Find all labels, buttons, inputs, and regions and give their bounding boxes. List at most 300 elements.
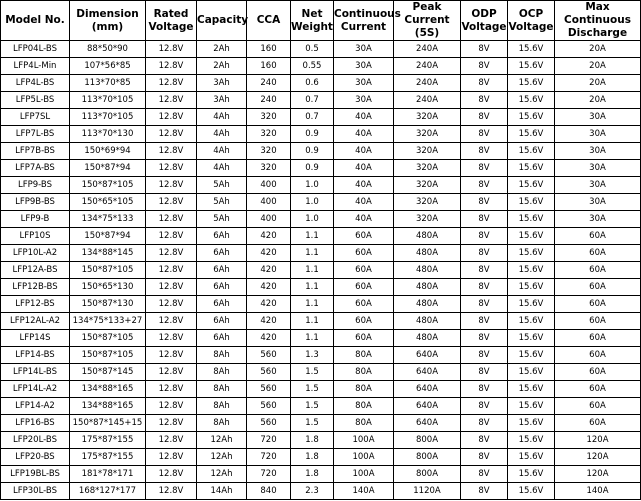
cell-rated-voltage: 12.8V [146, 466, 197, 483]
cell-cca: 720 [247, 449, 291, 466]
cell-odp-voltage: 8V [461, 58, 508, 75]
table-row [1, 398, 641, 415]
cell-model-no: LFP4L-BS [1, 75, 70, 92]
cell-model-no: LFP20L-BS [1, 432, 70, 449]
cell-max-continuous-discharge: 60A [555, 228, 641, 245]
cell-dimension: 150*87*105 [70, 330, 146, 347]
cell-rated-voltage: 12.8V [146, 160, 197, 177]
cell-rated-voltage: 12.8V [146, 313, 197, 330]
cell-model-no: LFP14-BS [1, 347, 70, 364]
header-continuous-current: Continuous Current [334, 1, 394, 41]
cell-rated-voltage: 12.8V [146, 432, 197, 449]
cell-odp-voltage: 8V [461, 466, 508, 483]
cell-ocp-voltage: 15.6V [508, 211, 555, 228]
cell-net-weight: 1.1 [291, 245, 334, 262]
cell-capacity: 3Ah [197, 75, 247, 92]
cell-capacity: 12Ah [197, 466, 247, 483]
cell-max-continuous-discharge: 60A [555, 415, 641, 432]
cell-odp-voltage: 8V [461, 432, 508, 449]
cell-net-weight: 1.1 [291, 262, 334, 279]
table-row [1, 415, 641, 432]
cell-ocp-voltage: 15.6V [508, 109, 555, 126]
cell-odp-voltage: 8V [461, 364, 508, 381]
cell-capacity: 5Ah [197, 194, 247, 211]
cell-rated-voltage: 12.8V [146, 211, 197, 228]
cell-rated-voltage: 12.8V [146, 177, 197, 194]
header-rated-voltage: Rated Voltage [146, 1, 197, 41]
table-row [1, 279, 641, 296]
cell-dimension: 113*70*105 [70, 109, 146, 126]
cell-dimension: 113*70*130 [70, 126, 146, 143]
cell-odp-voltage: 8V [461, 194, 508, 211]
cell-rated-voltage: 12.8V [146, 330, 197, 347]
cell-peak-current: 480A [394, 245, 461, 262]
header-ocp-voltage: OCP Voltage [508, 1, 555, 41]
cell-capacity: 2Ah [197, 41, 247, 58]
cell-odp-voltage: 8V [461, 449, 508, 466]
table-row [1, 347, 641, 364]
cell-dimension: 150*87*145+15 [70, 415, 146, 432]
cell-peak-current: 320A [394, 194, 461, 211]
table-row [1, 432, 641, 449]
cell-continuous-current: 40A [334, 160, 394, 177]
cell-model-no: LFP7L-BS [1, 126, 70, 143]
cell-cca: 320 [247, 126, 291, 143]
cell-continuous-current: 40A [334, 109, 394, 126]
cell-peak-current: 480A [394, 330, 461, 347]
table-body [1, 41, 641, 500]
cell-max-continuous-discharge: 60A [555, 330, 641, 347]
cell-dimension: 150*69*94 [70, 143, 146, 160]
cell-odp-voltage: 8V [461, 347, 508, 364]
cell-continuous-current: 30A [334, 75, 394, 92]
cell-capacity: 4Ah [197, 109, 247, 126]
cell-capacity: 6Ah [197, 245, 247, 262]
cell-odp-voltage: 8V [461, 160, 508, 177]
cell-cca: 160 [247, 41, 291, 58]
cell-net-weight: 1.0 [291, 194, 334, 211]
header-capacity: Capacity [197, 1, 247, 41]
cell-continuous-current: 40A [334, 211, 394, 228]
cell-odp-voltage: 8V [461, 313, 508, 330]
cell-dimension: 150*87*94 [70, 160, 146, 177]
cell-ocp-voltage: 15.6V [508, 194, 555, 211]
cell-capacity: 8Ah [197, 381, 247, 398]
cell-cca: 160 [247, 58, 291, 75]
cell-net-weight: 1.8 [291, 449, 334, 466]
cell-ocp-voltage: 15.6V [508, 228, 555, 245]
cell-net-weight: 1.5 [291, 398, 334, 415]
cell-cca: 400 [247, 211, 291, 228]
cell-cca: 240 [247, 75, 291, 92]
table-row [1, 211, 641, 228]
cell-peak-current: 320A [394, 177, 461, 194]
table-row [1, 126, 641, 143]
cell-net-weight: 0.6 [291, 75, 334, 92]
cell-cca: 720 [247, 432, 291, 449]
cell-rated-voltage: 12.8V [146, 92, 197, 109]
cell-max-continuous-discharge: 60A [555, 262, 641, 279]
cell-dimension: 150*87*94 [70, 228, 146, 245]
cell-ocp-voltage: 15.6V [508, 279, 555, 296]
cell-net-weight: 0.5 [291, 41, 334, 58]
cell-model-no: LFP04L-BS [1, 41, 70, 58]
cell-cca: 320 [247, 109, 291, 126]
cell-dimension: 150*87*105 [70, 177, 146, 194]
cell-ocp-voltage: 15.6V [508, 415, 555, 432]
cell-odp-voltage: 8V [461, 415, 508, 432]
cell-net-weight: 0.7 [291, 109, 334, 126]
cell-peak-current: 480A [394, 279, 461, 296]
cell-cca: 420 [247, 228, 291, 245]
cell-dimension: 150*65*130 [70, 279, 146, 296]
cell-dimension: 113*70*85 [70, 75, 146, 92]
cell-peak-current: 480A [394, 262, 461, 279]
cell-net-weight: 1.0 [291, 177, 334, 194]
cell-rated-voltage: 12.8V [146, 381, 197, 398]
cell-capacity: 2Ah [197, 58, 247, 75]
cell-dimension: 134*88*145 [70, 245, 146, 262]
cell-cca: 420 [247, 313, 291, 330]
cell-model-no: LFP4L-Min [1, 58, 70, 75]
cell-ocp-voltage: 15.6V [508, 126, 555, 143]
cell-model-no: LFP7B-BS [1, 143, 70, 160]
cell-dimension: 88*50*90 [70, 41, 146, 58]
cell-continuous-current: 100A [334, 449, 394, 466]
cell-dimension: 181*78*171 [70, 466, 146, 483]
cell-net-weight: 0.9 [291, 160, 334, 177]
cell-continuous-current: 60A [334, 262, 394, 279]
cell-model-no: LFP12-BS [1, 296, 70, 313]
cell-peak-current: 640A [394, 364, 461, 381]
cell-ocp-voltage: 15.6V [508, 58, 555, 75]
cell-model-no: LFP19BL-BS [1, 466, 70, 483]
table-row [1, 109, 641, 126]
cell-model-no: LFP20-BS [1, 449, 70, 466]
table-row [1, 228, 641, 245]
cell-cca: 420 [247, 296, 291, 313]
cell-cca: 420 [247, 262, 291, 279]
table-row [1, 177, 641, 194]
cell-continuous-current: 60A [334, 296, 394, 313]
cell-continuous-current: 60A [334, 228, 394, 245]
cell-net-weight: 1.5 [291, 364, 334, 381]
cell-max-continuous-discharge: 60A [555, 398, 641, 415]
cell-dimension: 134*88*165 [70, 398, 146, 415]
cell-peak-current: 240A [394, 41, 461, 58]
cell-continuous-current: 60A [334, 245, 394, 262]
cell-odp-voltage: 8V [461, 92, 508, 109]
cell-rated-voltage: 12.8V [146, 41, 197, 58]
cell-model-no: LFP14S [1, 330, 70, 347]
table-row [1, 160, 641, 177]
cell-rated-voltage: 12.8V [146, 143, 197, 160]
cell-dimension: 150*87*105 [70, 262, 146, 279]
cell-ocp-voltage: 15.6V [508, 313, 555, 330]
cell-ocp-voltage: 15.6V [508, 432, 555, 449]
cell-rated-voltage: 12.8V [146, 245, 197, 262]
cell-cca: 560 [247, 415, 291, 432]
cell-max-continuous-discharge: 60A [555, 279, 641, 296]
cell-rated-voltage: 12.8V [146, 109, 197, 126]
cell-ocp-voltage: 15.6V [508, 483, 555, 500]
table-row [1, 58, 641, 75]
cell-continuous-current: 80A [334, 381, 394, 398]
cell-max-continuous-discharge: 60A [555, 347, 641, 364]
cell-cca: 400 [247, 177, 291, 194]
cell-ocp-voltage: 15.6V [508, 262, 555, 279]
cell-peak-current: 1120A [394, 483, 461, 500]
cell-rated-voltage: 12.8V [146, 75, 197, 92]
cell-max-continuous-discharge: 60A [555, 313, 641, 330]
cell-peak-current: 640A [394, 398, 461, 415]
cell-rated-voltage: 12.8V [146, 126, 197, 143]
cell-ocp-voltage: 15.6V [508, 347, 555, 364]
table-row [1, 262, 641, 279]
cell-capacity: 5Ah [197, 211, 247, 228]
cell-model-no: LFP14-A2 [1, 398, 70, 415]
cell-rated-voltage: 12.8V [146, 415, 197, 432]
cell-max-continuous-discharge: 120A [555, 466, 641, 483]
cell-ocp-voltage: 15.6V [508, 177, 555, 194]
cell-model-no: LFP14L-BS [1, 364, 70, 381]
table-row [1, 330, 641, 347]
cell-cca: 400 [247, 194, 291, 211]
cell-rated-voltage: 12.8V [146, 483, 197, 500]
cell-capacity: 14Ah [197, 483, 247, 500]
cell-model-no: LFP30L-BS [1, 483, 70, 500]
cell-continuous-current: 40A [334, 194, 394, 211]
cell-odp-voltage: 8V [461, 279, 508, 296]
cell-model-no: LFP9-BS [1, 177, 70, 194]
cell-model-no: LFP7SL [1, 109, 70, 126]
cell-net-weight: 1.5 [291, 381, 334, 398]
header-max-continuous-discharge: Max Continuous Discharge [555, 1, 641, 41]
cell-dimension: 134*75*133+27 [70, 313, 146, 330]
cell-capacity: 4Ah [197, 126, 247, 143]
cell-rated-voltage: 12.8V [146, 398, 197, 415]
cell-continuous-current: 30A [334, 92, 394, 109]
cell-model-no: LFP10L-A2 [1, 245, 70, 262]
cell-peak-current: 640A [394, 347, 461, 364]
cell-peak-current: 320A [394, 109, 461, 126]
cell-rated-voltage: 12.8V [146, 296, 197, 313]
cell-ocp-voltage: 15.6V [508, 398, 555, 415]
cell-net-weight: 1.0 [291, 211, 334, 228]
cell-ocp-voltage: 15.6V [508, 296, 555, 313]
table-row [1, 245, 641, 262]
cell-odp-voltage: 8V [461, 126, 508, 143]
cell-max-continuous-discharge: 30A [555, 126, 641, 143]
cell-ocp-voltage: 15.6V [508, 245, 555, 262]
cell-model-no: LFP5L-BS [1, 92, 70, 109]
cell-continuous-current: 40A [334, 143, 394, 160]
cell-max-continuous-discharge: 20A [555, 58, 641, 75]
cell-peak-current: 480A [394, 228, 461, 245]
cell-peak-current: 240A [394, 75, 461, 92]
table-row [1, 381, 641, 398]
table-row [1, 313, 641, 330]
cell-net-weight: 2.3 [291, 483, 334, 500]
cell-dimension: 113*70*105 [70, 92, 146, 109]
cell-net-weight: 1.1 [291, 313, 334, 330]
cell-net-weight: 1.3 [291, 347, 334, 364]
cell-continuous-current: 100A [334, 466, 394, 483]
cell-max-continuous-discharge: 120A [555, 432, 641, 449]
table-row [1, 41, 641, 58]
table-row [1, 143, 641, 160]
cell-continuous-current: 60A [334, 313, 394, 330]
table-row [1, 466, 641, 483]
cell-max-continuous-discharge: 30A [555, 211, 641, 228]
cell-dimension: 150*65*105 [70, 194, 146, 211]
cell-capacity: 8Ah [197, 415, 247, 432]
cell-peak-current: 480A [394, 313, 461, 330]
table-row [1, 194, 641, 211]
cell-continuous-current: 140A [334, 483, 394, 500]
cell-capacity: 5Ah [197, 177, 247, 194]
cell-peak-current: 480A [394, 296, 461, 313]
cell-capacity: 6Ah [197, 279, 247, 296]
cell-continuous-current: 80A [334, 415, 394, 432]
cell-odp-voltage: 8V [461, 75, 508, 92]
cell-odp-voltage: 8V [461, 143, 508, 160]
cell-odp-voltage: 8V [461, 296, 508, 313]
cell-odp-voltage: 8V [461, 262, 508, 279]
cell-peak-current: 240A [394, 58, 461, 75]
cell-max-continuous-discharge: 30A [555, 177, 641, 194]
cell-capacity: 12Ah [197, 449, 247, 466]
cell-cca: 420 [247, 330, 291, 347]
cell-net-weight: 1.1 [291, 296, 334, 313]
cell-dimension: 107*56*85 [70, 58, 146, 75]
cell-max-continuous-discharge: 60A [555, 381, 641, 398]
cell-rated-voltage: 12.8V [146, 228, 197, 245]
cell-max-continuous-discharge: 20A [555, 41, 641, 58]
cell-dimension: 175*87*155 [70, 449, 146, 466]
header-dimension: Dimension (mm) [70, 1, 146, 41]
cell-odp-voltage: 8V [461, 245, 508, 262]
cell-continuous-current: 40A [334, 126, 394, 143]
cell-model-no: LFP12B-BS [1, 279, 70, 296]
cell-dimension: 168*127*177 [70, 483, 146, 500]
cell-ocp-voltage: 15.6V [508, 466, 555, 483]
cell-continuous-current: 40A [334, 177, 394, 194]
cell-continuous-current: 60A [334, 330, 394, 347]
cell-model-no: LFP12A-BS [1, 262, 70, 279]
cell-odp-voltage: 8V [461, 41, 508, 58]
cell-odp-voltage: 8V [461, 228, 508, 245]
cell-ocp-voltage: 15.6V [508, 41, 555, 58]
cell-cca: 240 [247, 92, 291, 109]
cell-ocp-voltage: 15.6V [508, 364, 555, 381]
header-peak-current: Peak Current (5S) [394, 1, 461, 41]
cell-rated-voltage: 12.8V [146, 279, 197, 296]
cell-peak-current: 800A [394, 466, 461, 483]
cell-rated-voltage: 12.8V [146, 194, 197, 211]
cell-capacity: 3Ah [197, 92, 247, 109]
cell-max-continuous-discharge: 20A [555, 75, 641, 92]
cell-net-weight: 1.1 [291, 228, 334, 245]
cell-ocp-voltage: 15.6V [508, 143, 555, 160]
cell-peak-current: 800A [394, 432, 461, 449]
table-row [1, 92, 641, 109]
cell-rated-voltage: 12.8V [146, 58, 197, 75]
cell-cca: 320 [247, 143, 291, 160]
cell-rated-voltage: 12.8V [146, 449, 197, 466]
cell-max-continuous-discharge: 30A [555, 109, 641, 126]
cell-model-no: LFP10S [1, 228, 70, 245]
cell-net-weight: 1.1 [291, 279, 334, 296]
cell-rated-voltage: 12.8V [146, 347, 197, 364]
cell-capacity: 8Ah [197, 398, 247, 415]
cell-ocp-voltage: 15.6V [508, 75, 555, 92]
cell-ocp-voltage: 15.6V [508, 160, 555, 177]
cell-capacity: 6Ah [197, 313, 247, 330]
cell-cca: 560 [247, 364, 291, 381]
table-header-row [1, 1, 641, 41]
cell-model-no: LFP12AL-A2 [1, 313, 70, 330]
cell-continuous-current: 80A [334, 347, 394, 364]
cell-continuous-current: 60A [334, 279, 394, 296]
cell-max-continuous-discharge: 120A [555, 449, 641, 466]
table-row [1, 296, 641, 313]
cell-net-weight: 1.8 [291, 466, 334, 483]
cell-peak-current: 640A [394, 415, 461, 432]
cell-peak-current: 320A [394, 211, 461, 228]
cell-net-weight: 0.7 [291, 92, 334, 109]
header-odp-voltage: ODP Voltage [461, 1, 508, 41]
cell-cca: 420 [247, 279, 291, 296]
header-net-weight: Net Weight [291, 1, 334, 41]
cell-dimension: 150*87*105 [70, 347, 146, 364]
cell-odp-voltage: 8V [461, 109, 508, 126]
cell-capacity: 6Ah [197, 296, 247, 313]
table-row [1, 449, 641, 466]
cell-continuous-current: 30A [334, 41, 394, 58]
cell-ocp-voltage: 15.6V [508, 449, 555, 466]
cell-continuous-current: 80A [334, 398, 394, 415]
cell-odp-voltage: 8V [461, 381, 508, 398]
cell-odp-voltage: 8V [461, 211, 508, 228]
cell-odp-voltage: 8V [461, 398, 508, 415]
cell-capacity: 6Ah [197, 330, 247, 347]
cell-capacity: 6Ah [197, 228, 247, 245]
cell-net-weight: 1.8 [291, 432, 334, 449]
cell-capacity: 12Ah [197, 432, 247, 449]
cell-cca: 560 [247, 381, 291, 398]
cell-cca: 840 [247, 483, 291, 500]
cell-odp-voltage: 8V [461, 177, 508, 194]
cell-model-no: LFP16-BS [1, 415, 70, 432]
table-row [1, 75, 641, 92]
table-row [1, 364, 641, 381]
cell-odp-voltage: 8V [461, 330, 508, 347]
header-model-no: Model No. [1, 1, 70, 41]
cell-model-no: LFP14L-A2 [1, 381, 70, 398]
cell-capacity: 6Ah [197, 262, 247, 279]
cell-cca: 560 [247, 398, 291, 415]
cell-capacity: 8Ah [197, 364, 247, 381]
cell-net-weight: 0.9 [291, 126, 334, 143]
cell-ocp-voltage: 15.6V [508, 92, 555, 109]
cell-continuous-current: 30A [334, 58, 394, 75]
cell-net-weight: 1.1 [291, 330, 334, 347]
cell-continuous-current: 80A [334, 364, 394, 381]
cell-cca: 320 [247, 160, 291, 177]
cell-capacity: 4Ah [197, 143, 247, 160]
cell-model-no: LFP9-B [1, 211, 70, 228]
